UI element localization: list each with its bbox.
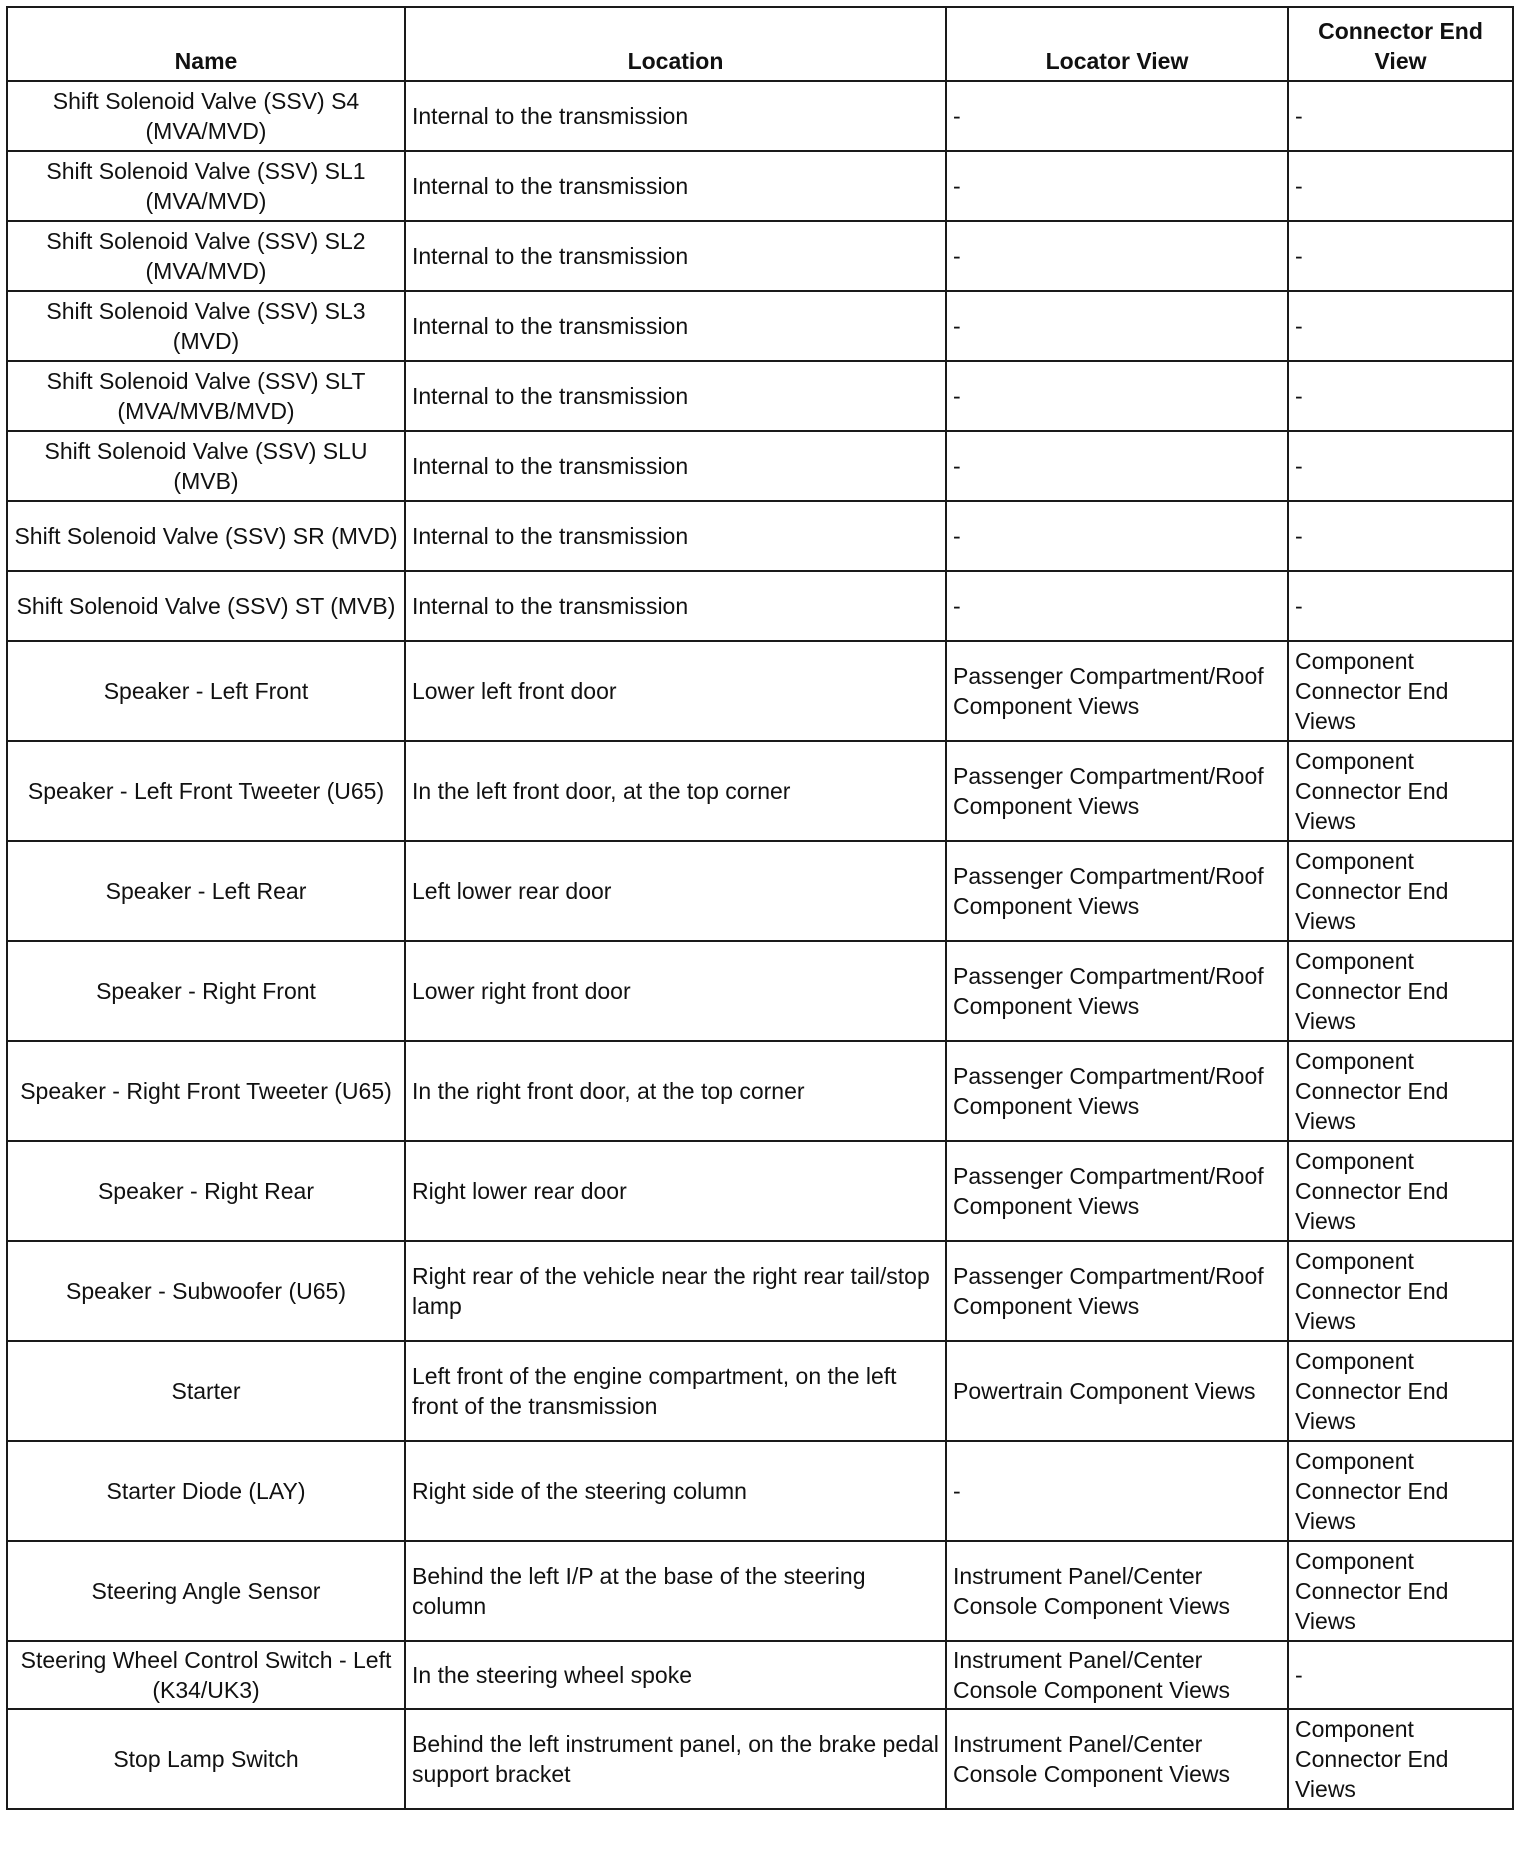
cell-locator-view: Instrument Panel/Center Console Component Views [946,1541,1288,1641]
cell-location: Behind the left I/P at the base of the steering column [405,1541,946,1641]
cell-name: Starter [7,1341,405,1441]
cell-location: In the left front door, at the top corner [405,741,946,841]
table-row [7,941,1513,1041]
table-row [7,1709,1513,1809]
cell-connector-end-view: - [1288,1641,1513,1709]
cell-locator-view: - [946,1441,1288,1541]
cell-connector-end-view: - [1288,361,1513,431]
header-connector-end-view: Connector End View [1288,7,1513,81]
cell-connector-end-view: Component Connector End Views [1288,1241,1513,1341]
table-row [7,841,1513,941]
cell-location: In the right front door, at the top corner [405,1041,946,1141]
cell-connector-end-view: Component Connector End Views [1288,1041,1513,1141]
cell-locator-view: - [946,431,1288,501]
header-locator-view: Locator View [946,7,1288,81]
cell-location: Internal to the transmission [405,151,946,221]
table-row [7,1341,1513,1441]
cell-connector-end-view: Component Connector End Views [1288,1141,1513,1241]
cell-name: Speaker - Left Rear [7,841,405,941]
cell-location: Internal to the transmission [405,221,946,291]
table-row [7,1441,1513,1541]
cell-connector-end-view: - [1288,151,1513,221]
cell-location: Internal to the transmission [405,501,946,571]
cell-name: Shift Solenoid Valve (SSV) SL3 (MVD) [7,291,405,361]
cell-locator-view: Passenger Compartment/Roof Component Views [946,841,1288,941]
cell-location: Right rear of the vehicle near the right rear tail/stop lamp [405,1241,946,1341]
cell-name: Shift Solenoid Valve (SSV) SLU (MVB) [7,431,405,501]
table-row [7,571,1513,641]
table-row [7,741,1513,841]
cell-name: Steering Angle Sensor [7,1541,405,1641]
header-location: Location [405,7,946,81]
cell-connector-end-view: Component Connector End Views [1288,1541,1513,1641]
cell-name: Speaker - Left Front Tweeter (U65) [7,741,405,841]
cell-name: Speaker - Right Front [7,941,405,1041]
cell-locator-view: - [946,571,1288,641]
table-row [7,291,1513,361]
cell-locator-view: Passenger Compartment/Roof Component Views [946,941,1288,1041]
cell-location: Internal to the transmission [405,361,946,431]
cell-location: Right lower rear door [405,1141,946,1241]
table-row [7,221,1513,291]
cell-name: Shift Solenoid Valve (SSV) SL1 (MVA/MVD) [7,151,405,221]
cell-locator-view: - [946,361,1288,431]
cell-location: Left lower rear door [405,841,946,941]
cell-location: Lower left front door [405,641,946,741]
cell-name: Speaker - Right Front Tweeter (U65) [7,1041,405,1141]
cell-connector-end-view: - [1288,291,1513,361]
cell-name: Shift Solenoid Valve (SSV) SL2 (MVA/MVD) [7,221,405,291]
cell-connector-end-view: - [1288,431,1513,501]
cell-connector-end-view: - [1288,571,1513,641]
cell-location: Internal to the transmission [405,291,946,361]
cell-name: Stop Lamp Switch [7,1709,405,1809]
table-row [7,81,1513,151]
cell-locator-view: Passenger Compartment/Roof Component Views [946,1041,1288,1141]
cell-locator-view: Passenger Compartment/Roof Component Views [946,641,1288,741]
cell-connector-end-view: Component Connector End Views [1288,741,1513,841]
table-row [7,1641,1513,1709]
cell-location: Internal to the transmission [405,81,946,151]
cell-connector-end-view: - [1288,81,1513,151]
cell-locator-view: Instrument Panel/Center Console Component Views [946,1641,1288,1709]
table-row [7,1241,1513,1341]
cell-locator-view: Powertrain Component Views [946,1341,1288,1441]
cell-location: Behind the left instrument panel, on the brake pedal support bracket [405,1709,946,1809]
cell-connector-end-view: Component Connector End Views [1288,941,1513,1041]
cell-location: Internal to the transmission [405,431,946,501]
cell-location: Internal to the transmission [405,571,946,641]
cell-connector-end-view: Component Connector End Views [1288,1709,1513,1809]
cell-connector-end-view: Component Connector End Views [1288,641,1513,741]
cell-locator-view: - [946,81,1288,151]
cell-name: Speaker - Subwoofer (U65) [7,1241,405,1341]
cell-name: Shift Solenoid Valve (SSV) S4 (MVA/MVD) [7,81,405,151]
cell-name: Shift Solenoid Valve (SSV) ST (MVB) [7,571,405,641]
header-row [7,7,1513,81]
cell-locator-view: Passenger Compartment/Roof Component Views [946,1141,1288,1241]
cell-location: Lower right front door [405,941,946,1041]
header-name: Name [7,7,405,81]
cell-locator-view: Passenger Compartment/Roof Component Views [946,1241,1288,1341]
cell-locator-view: Instrument Panel/Center Console Component Views [946,1709,1288,1809]
component-table [6,6,1514,1810]
cell-locator-view: - [946,501,1288,571]
table-row [7,1141,1513,1241]
cell-location: In the steering wheel spoke [405,1641,946,1709]
cell-name: Starter Diode (LAY) [7,1441,405,1541]
cell-connector-end-view: - [1288,501,1513,571]
table-row [7,361,1513,431]
cell-name: Shift Solenoid Valve (SSV) SR (MVD) [7,501,405,571]
cell-connector-end-view: - [1288,221,1513,291]
table-row [7,1541,1513,1641]
table-row [7,151,1513,221]
cell-name: Steering Wheel Control Switch - Left (K34/UK3) [7,1641,405,1709]
cell-locator-view: - [946,291,1288,361]
table-row [7,641,1513,741]
cell-name: Speaker - Left Front [7,641,405,741]
cell-connector-end-view: Component Connector End Views [1288,1441,1513,1541]
cell-locator-view: - [946,221,1288,291]
cell-locator-view: - [946,151,1288,221]
cell-location: Left front of the engine compartment, on the left front of the transmission [405,1341,946,1441]
cell-connector-end-view: Component Connector End Views [1288,1341,1513,1441]
cell-connector-end-view: Component Connector End Views [1288,841,1513,941]
cell-location: Right side of the steering column [405,1441,946,1541]
table-row [7,1041,1513,1141]
cell-name: Speaker - Right Rear [7,1141,405,1241]
table-row [7,501,1513,571]
cell-name: Shift Solenoid Valve (SSV) SLT (MVA/MVB/MVD) [7,361,405,431]
cell-locator-view: Passenger Compartment/Roof Component Views [946,741,1288,841]
table-row [7,431,1513,501]
